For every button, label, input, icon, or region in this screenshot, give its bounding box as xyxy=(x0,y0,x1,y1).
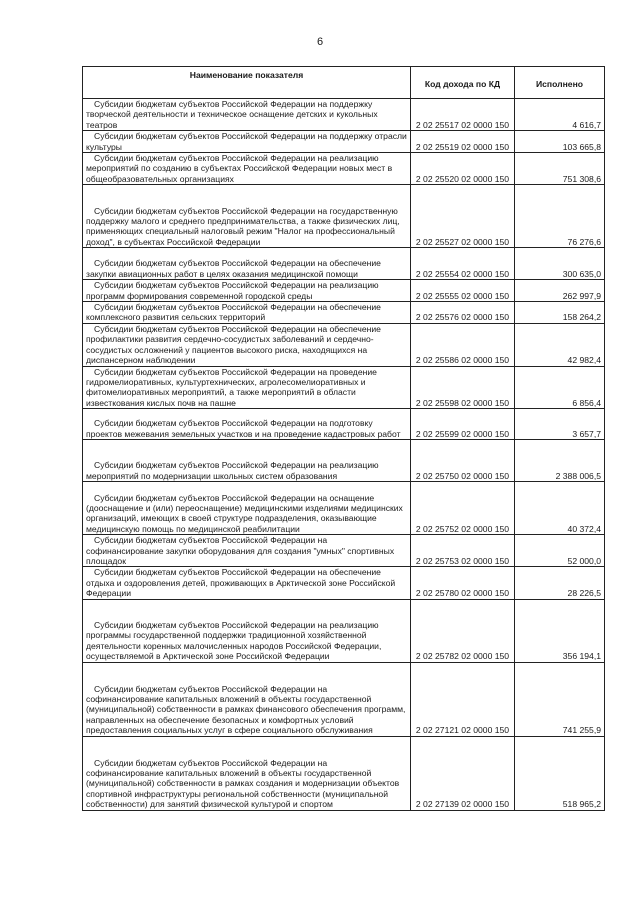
row-code: 2 02 25753 02 0000 150 xyxy=(411,535,515,567)
row-value: 518 965,2 xyxy=(515,736,605,810)
table-row xyxy=(83,280,605,302)
row-code: 2 02 25520 02 0000 150 xyxy=(411,153,515,185)
row-name-text: Субсидии бюджетам субъектов Российской Федерации на государственную поддержку малого и среднего предпринимательства, а также физических лиц, применяющих специальный налоговый режим "Налог на профессиональный доход", в субъектах Российской Федерации xyxy=(86,205,400,247)
row-name xyxy=(83,248,411,280)
row-name xyxy=(83,131,411,153)
row-code: 2 02 25782 02 0000 150 xyxy=(411,599,515,662)
row-name-text: Субсидии бюджетам субъектов Российской Федерации на обеспечение закупки авиационных работ в целях оказания медицинской помощи xyxy=(86,258,381,279)
row-value: 40 372,4 xyxy=(515,482,605,535)
table-row xyxy=(83,248,605,280)
row-name xyxy=(83,280,411,302)
row-name-text: Субсидии бюджетам субъектов Российской Федерации на реализацию мероприятий по созданию в субъектах Российской Федерации новых мест в общеобразовательных организациях xyxy=(86,153,393,184)
row-code: 2 02 27139 02 0000 150 xyxy=(411,736,515,810)
row-value: 52 000,0 xyxy=(515,535,605,567)
row-name-text: Субсидии бюджетам субъектов Российской Федерации на реализацию мероприятий по модернизации школьных систем образования xyxy=(86,460,379,481)
row-name-text: Субсидии бюджетам субъектов Российской Федерации на поддержку творческой деятельности и техническое оснащение детских и кукольных театров xyxy=(86,99,378,130)
row-name-text: Субсидии бюджетам субъектов Российской Федерации на поддержку отрасли культуры xyxy=(86,131,407,152)
row-name xyxy=(83,736,411,810)
row-name-text: Субсидии бюджетам субъектов Российской Федерации на реализацию программ формирования современной городской среды xyxy=(86,280,379,301)
row-name xyxy=(83,366,411,409)
row-code: 2 02 25780 02 0000 150 xyxy=(411,567,515,599)
row-name xyxy=(83,599,411,662)
row-code: 2 02 25576 02 0000 150 xyxy=(411,302,515,324)
row-value: 103 665,8 xyxy=(515,131,605,153)
row-code: 2 02 25750 02 0000 150 xyxy=(411,440,515,482)
table-row xyxy=(83,736,605,810)
row-name xyxy=(83,99,411,131)
header-value: Исполнено xyxy=(515,67,605,99)
row-value: 4 616,7 xyxy=(515,99,605,131)
row-value: 76 276,6 xyxy=(515,185,605,248)
row-value: 28 226,5 xyxy=(515,567,605,599)
row-value: 300 635,0 xyxy=(515,248,605,280)
row-name xyxy=(83,440,411,482)
table-row xyxy=(83,440,605,482)
row-value: 3 657,7 xyxy=(515,409,605,440)
table-row xyxy=(83,323,605,366)
table-row xyxy=(83,535,605,567)
table-row xyxy=(83,567,605,599)
row-code: 2 02 25517 02 0000 150 xyxy=(411,99,515,131)
row-name xyxy=(83,567,411,599)
header-code: Код дохода по КД xyxy=(411,67,515,99)
row-name xyxy=(83,535,411,567)
row-code: 2 02 25752 02 0000 150 xyxy=(411,482,515,535)
row-value: 2 388 006,5 xyxy=(515,440,605,482)
row-name-text: Субсидии бюджетам субъектов Российской Федерации на оснащение (дооснащение и (или) переоснащение) медицинскими изделиями медицинских организаций, имеющих в своей структуре подразделения, оказывающие медицинскую помощь по медицинской реабилитации xyxy=(86,492,403,534)
row-name xyxy=(83,482,411,535)
page-number: 6 xyxy=(316,36,324,48)
header-name: Наименование показателя xyxy=(83,67,411,99)
table-row xyxy=(83,131,605,153)
table-row xyxy=(83,366,605,409)
row-name-text: Субсидии бюджетам субъектов Российской Федерации на обеспечение профилактики развития сердечно-сосудистых заболеваний и сердечно-сосудистых осложнений у пациентов высокого риска, находящихся на диспансерном наблюдении xyxy=(86,323,381,366)
table-row xyxy=(83,185,605,248)
table-row xyxy=(83,409,605,440)
row-name xyxy=(83,662,411,736)
row-name xyxy=(83,323,411,366)
row-value: 356 194,1 xyxy=(515,599,605,662)
row-code: 2 02 27121 02 0000 150 xyxy=(411,662,515,736)
table-row xyxy=(83,662,605,736)
row-value: 158 264,2 xyxy=(515,302,605,324)
row-code: 2 02 25555 02 0000 150 xyxy=(411,280,515,302)
row-name-text: Субсидии бюджетам субъектов Российской Федерации на реализацию программы государственной поддержки традиционной хозяйственной деятельности коренных малочисленных народов Российской Федерации, осуществляемой в Арктической зоне Российской Федерации xyxy=(86,619,382,662)
table-row xyxy=(83,99,605,131)
row-name-text: Субсидии бюджетам субъектов Российской Федерации на обеспечение комплексного развития сельских территорий xyxy=(86,302,381,323)
row-code: 2 02 25519 02 0000 150 xyxy=(411,131,515,153)
row-name xyxy=(83,153,411,185)
row-value: 741 255,9 xyxy=(515,662,605,736)
table-row xyxy=(83,302,605,324)
row-name xyxy=(83,185,411,248)
row-value: 751 308,6 xyxy=(515,153,605,185)
table-row xyxy=(83,153,605,185)
table-row xyxy=(83,482,605,535)
row-name-text: Субсидии бюджетам субъектов Российской Федерации на проведение гидромелиоративных, культуртехнических, агролесомелиоративных и фитомелиоративных мероприятий, а также мероприятий в области известкования кислых почв на пашне xyxy=(86,366,377,408)
row-name-text: Субсидии бюджетам субъектов Российской Федерации на софинансирование капитальных вложений в объекты государственной (муниципальной) собственности в рамках финансового обеспечения программ, направленных на обеспечение безопасных и комфортных условий предоставления социальных услуг в сфере социального обслуживания xyxy=(86,683,406,736)
row-name xyxy=(83,302,411,324)
table-row xyxy=(83,599,605,662)
revenue-table xyxy=(82,66,605,811)
row-code: 2 02 25598 02 0000 150 xyxy=(411,366,515,409)
row-value: 6 856,4 xyxy=(515,366,605,409)
row-name-text: Субсидии бюджетам субъектов Российской Федерации на обеспечение отдыха и оздоровления детей, проживающих в Арктической зоне Российской Федерации xyxy=(86,567,396,599)
row-value: 42 982,4 xyxy=(515,323,605,366)
row-name-text: Субсидии бюджетам субъектов Российской Федерации на софинансирование закупки оборудования для создания "умных" спортивных площадок xyxy=(86,535,395,566)
row-name xyxy=(83,409,411,440)
row-name-text: Субсидии бюджетам субъектов Российской Федерации на подготовку проектов межевания земельных участков и на проведение кадастровых работ xyxy=(86,418,401,439)
row-code: 2 02 25527 02 0000 150 xyxy=(411,185,515,248)
row-name-text: Субсидии бюджетам субъектов Российской Федерации на софинансирование капитальных вложений в объекты государственной (муниципальной) собственности в рамках создания и модернизации объектов спортивной инфраструктуры региональной собственности (муниципальной собственности) для занятий физической культурой и спортом xyxy=(86,757,400,810)
row-code: 2 02 25599 02 0000 150 xyxy=(411,409,515,440)
row-code: 2 02 25554 02 0000 150 xyxy=(411,248,515,280)
row-code: 2 02 25586 02 0000 150 xyxy=(411,323,515,366)
row-value: 262 997,9 xyxy=(515,280,605,302)
table-header-row xyxy=(83,67,605,99)
